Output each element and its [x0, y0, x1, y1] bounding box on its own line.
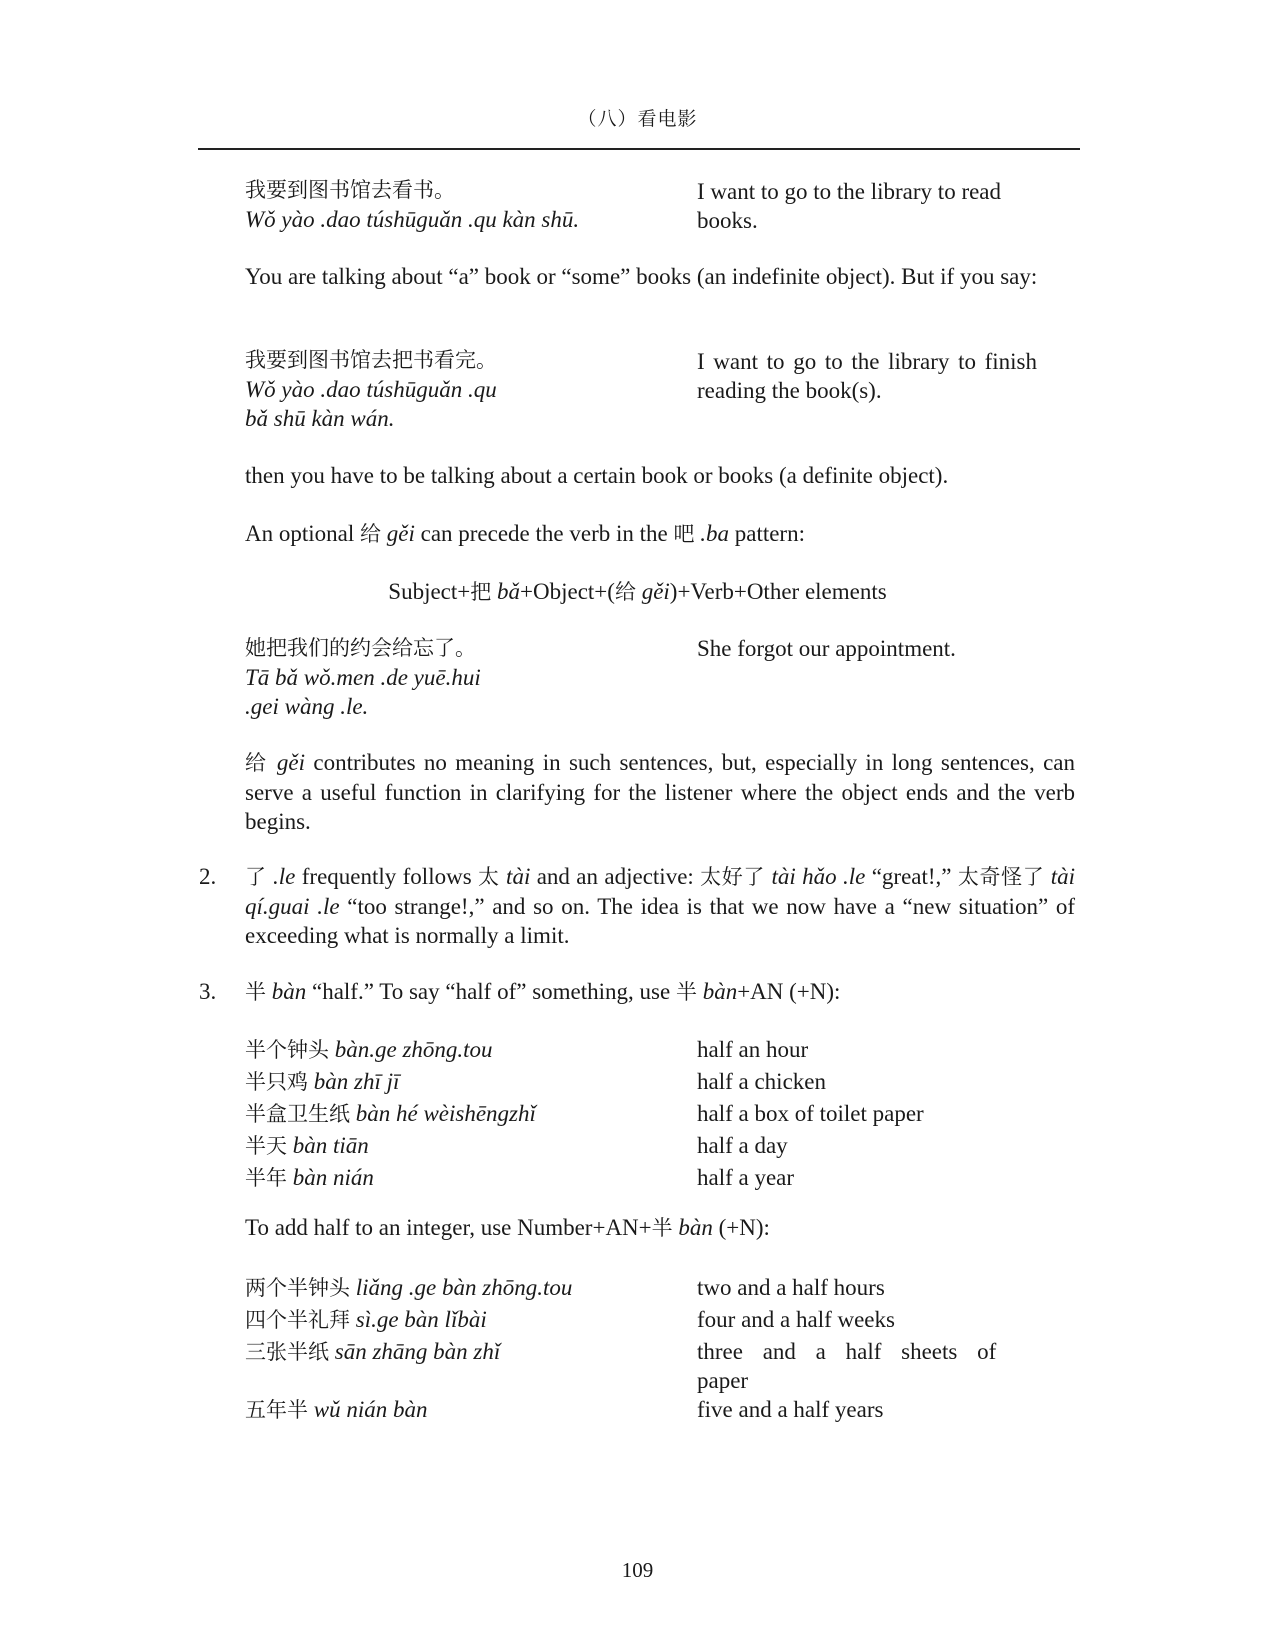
pinyin-term: bàn.ge zhōng.tou — [329, 1037, 493, 1062]
example-1-translation: I want to go to the library to read books. — [697, 179, 1002, 233]
example-2-pinyin-line-2: bǎ shū kàn wán. — [245, 406, 395, 431]
integer-half-examples-chinese — [245, 1272, 572, 1426]
text-run: “great!,” — [865, 864, 958, 889]
list-item — [245, 1130, 536, 1162]
example-2-pinyin-line-1: Wǒ yào .dao túshūguǎn .qu — [245, 377, 497, 402]
example-2-chinese: 我要到图书馆去把书看完。 — [245, 348, 497, 372]
pinyin-term: bàn nián — [287, 1165, 374, 1190]
pinyin-term: tài — [499, 864, 531, 889]
text-run: frequently follows — [295, 864, 479, 889]
paragraph-indefinite-object: You are talking about “a” book or “some” books (an indefinite object). But if you say: — [245, 264, 1038, 289]
example-2-translation: I want to go to the library to finish reading the book(s). — [697, 349, 1037, 403]
chinese-term: 太奇怪了 — [957, 865, 1045, 889]
translation: two and a half hours — [697, 1275, 885, 1300]
text-run: )+Verb+Other elements — [669, 579, 887, 604]
translation: half a year — [697, 1165, 795, 1190]
example-1-chinese: 我要到图书馆去看书。 — [245, 178, 455, 202]
chinese-term: 吧 — [673, 522, 695, 546]
list-item — [245, 1066, 536, 1098]
pinyin-term: gěi — [635, 579, 670, 604]
chinese-term: 半只鸡 — [245, 1070, 308, 1094]
example-3-pinyin-line-2: .gei wàng .le. — [245, 694, 369, 719]
text-run: +AN (+N): — [737, 979, 841, 1004]
chinese-term: 了 — [245, 865, 267, 889]
text-run: “half.” To say “half of” something, use — [306, 979, 676, 1004]
text-run: “too strange!,” and so on. The idea is that we now have a “new situation” of exceeding what is normally a limit. — [245, 894, 1075, 948]
chinese-term: 半 — [245, 980, 266, 1004]
pinyin-term: tài hǎo .le — [765, 864, 866, 889]
text-run: and an adjective: — [530, 864, 701, 889]
integer-half-examples-english — [697, 1272, 996, 1426]
chinese-term: 半个钟头 — [245, 1038, 329, 1062]
translation: three and a half sheets of — [697, 1339, 997, 1364]
chinese-term: 半天 — [245, 1134, 287, 1158]
paragraph-optional-gei — [245, 519, 1075, 549]
translation-continued: paper — [697, 1368, 749, 1393]
chinese-term: 两个半钟头 — [245, 1276, 350, 1300]
list-item — [245, 1162, 536, 1194]
list-item — [245, 1098, 536, 1130]
example-3-translation: She forgot our appointment. — [697, 636, 956, 661]
pinyin-term: bàn — [266, 979, 307, 1004]
pinyin-term: gěi — [268, 750, 306, 775]
chinese-term: 四个半礼拜 — [245, 1308, 350, 1332]
chinese-term: 半盒卫生纸 — [245, 1102, 350, 1126]
half-examples-chinese — [245, 1034, 536, 1194]
chinese-term: 半 — [675, 980, 697, 1004]
pinyin-term: gěi — [381, 521, 415, 546]
text-run: (+N): — [712, 1215, 770, 1240]
pinyin-term: bàn — [672, 1215, 713, 1240]
chinese-term: 给 — [614, 580, 636, 604]
item-2-text — [245, 862, 1075, 950]
pinyin-term: bàn zhī jī — [308, 1069, 400, 1094]
pinyin-term: sān zhāng bàn zhǐ — [329, 1339, 501, 1364]
half-examples-english — [697, 1034, 924, 1194]
pinyin-term: sì.ge bàn lǐbài — [350, 1307, 487, 1332]
page-number: 109 — [621, 1558, 654, 1582]
pinyin-term: bàn tiān — [287, 1133, 369, 1158]
item-3-text — [245, 977, 1075, 1007]
text-run: To add half to an integer, use Number+AN+ — [245, 1215, 652, 1240]
chinese-term: 三张半纸 — [245, 1340, 329, 1364]
example-3-pinyin-line-1: Tā bǎ wǒ.men .de yuē.hui — [245, 665, 481, 690]
example-1-chinese-block — [245, 176, 579, 234]
text-run: contributes no meaning in such sentences, but, especially in long sentences, can serve a useful function in clarifying for the listener where the object ends and the verb begins. — [245, 750, 1075, 834]
ba-pattern-formula — [0, 577, 1275, 607]
list-item — [245, 1272, 572, 1304]
translation: half an hour — [697, 1037, 809, 1062]
chinese-term: 给 — [360, 522, 381, 546]
text-run: +Object+( — [520, 579, 615, 604]
example-1-pinyin: Wǒ yào .dao túshūguǎn .qu kàn shū. — [245, 207, 580, 232]
chinese-term: 给 — [245, 751, 269, 775]
header-rule — [198, 148, 1080, 150]
text-run: can precede the verb in the — [414, 521, 674, 546]
pinyin-term: bǎ — [491, 579, 521, 604]
chinese-term: 太 — [478, 865, 500, 889]
translation: half a chicken — [697, 1069, 826, 1094]
example-2-chinese-block — [245, 346, 497, 433]
example-3-chinese: 她把我们的约会给忘了。 — [245, 636, 476, 660]
paragraph-add-half — [245, 1213, 1075, 1243]
item-2-number: 2. — [199, 864, 217, 889]
paragraph-definite-object: then you have to be talking about a certain book or books (a definite object). — [245, 463, 949, 488]
list-item — [245, 1394, 572, 1426]
pinyin-term: .le — [266, 864, 296, 889]
text-run: An optional — [245, 521, 360, 546]
list-item — [245, 1304, 572, 1336]
running-header: （八）看电影 — [577, 108, 698, 130]
pinyin-term: wǔ nián bàn — [308, 1397, 428, 1422]
text-run: pattern: — [728, 521, 805, 546]
translation: five and a half years — [697, 1397, 884, 1422]
text-run: Subject+ — [388, 579, 471, 604]
chinese-term: 把 — [470, 580, 492, 604]
example-3-chinese-block — [245, 634, 481, 721]
pinyin-term: bàn hé wèishēngzhǐ — [350, 1101, 536, 1126]
chinese-term: 半 — [651, 1216, 673, 1240]
translation: half a box of toilet paper — [697, 1101, 924, 1126]
item-3-number: 3. — [199, 979, 217, 1004]
pinyin-term: bàn — [696, 979, 738, 1004]
pinyin-term: .ba — [694, 521, 729, 546]
pinyin-term: liǎng .ge bàn zhōng.tou — [350, 1275, 573, 1300]
paragraph-gei-function — [245, 748, 1075, 836]
list-item — [245, 1336, 572, 1368]
chinese-term: 太好了 — [700, 865, 766, 889]
chinese-term: 五年半 — [245, 1398, 308, 1422]
pinyin-term: tài qí.guai .le — [245, 864, 1076, 919]
list-item — [245, 1034, 536, 1066]
chinese-term: 半年 — [245, 1166, 287, 1190]
translation: four and a half weeks — [697, 1307, 895, 1332]
translation: half a day — [697, 1133, 788, 1158]
